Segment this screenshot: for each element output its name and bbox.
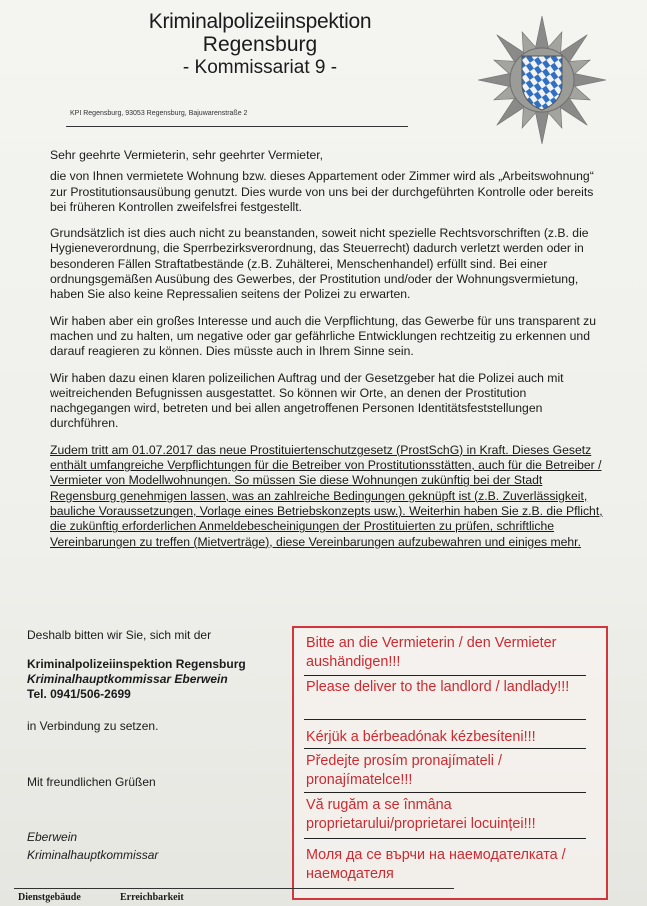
notice-divider: [304, 792, 586, 793]
department: - Kommissariat 9 -: [182, 57, 338, 78]
paragraph-4: Wir haben dazu einen klaren polizeilichen Auftrag und der Gesetzgeber hat die Polizei auch mit weitreichenden Befugnissen ausgestattet. So können wir Orte, an denen der Prostitution nachgegangen wird, betreten und bei allen angetroffenen Personen Identitätsfeststellungen durchführen.: [50, 370, 564, 431]
notice-divider: [304, 748, 586, 749]
paragraph-3: Wir haben aber ein großes Interesse und auch die Verpflichtung, das Gewerbe für uns transparent zu machen und zu halten, um negative oder gar gefährliche Entwicklungen rechtzeitig zu erkennen und darauf reagieren zu können. Dies müsste auch in Ihrem Sinne sein.: [50, 313, 597, 359]
letterhead: [110, 10, 410, 80]
police-star-emblem-icon: [476, 14, 608, 146]
closing-greeting: Mit freundlichen Grüßen: [27, 775, 156, 789]
notice-german: Bitte an die Vermieterin / den Vermieter aushändigen!!!: [306, 635, 557, 670]
footer-divider: [14, 888, 454, 889]
agency-name: Kriminalpolizeiinspektion: [148, 10, 372, 33]
contact-intro: Deshalb bitten wir Sie, sich mit der: [27, 628, 212, 642]
footer-building-label: Dienstgebäude: [18, 892, 81, 903]
notice-divider: [304, 838, 586, 839]
letter-body: [50, 148, 605, 561]
paragraph-5-underlined: Zudem tritt am 01.07.2017 das neue Prostituiertenschutzgesetz (ProstSchG) in Kraft. Dieses Gesetz enthält umfangreiche Verpflichtungen für die Betreiber von Prostitutionsstätten, auch für die Betreiber / Vermieter von Modellwohnungen. So müssen Sie diese Wohnungen zukünftig bei der Stadt Regensburg genehmigen lassen, was an zahlreiche Bedingungen geknüpft ist (z.B. Zuverlässigkeit, bauliche Voraussetzungen, Vorlage eines Betriebskonzepts usw.). Weiterhin haben Sie z.B. die Pflicht, die zukünftig erforderlichen Anmeldebescheinigungen der Prostituierten zu prüfen, schriftliche Vereinbarungen zu treffen (Mietverträge), diese Vereinbarungen aufzubewahren und einiges mehr.: [50, 442, 603, 549]
notice-hungarian: Kérjük a bérbeadónak kézbesíteni!!!: [306, 729, 536, 745]
agency-city: Regensburg: [202, 33, 318, 56]
paragraph-1: die von Ihnen vermietete Wohnung bzw. dieses Appartement oder Zimmer wird als „Arbeitswohnung“ zur Prostitutionsausübung genutzt. Dies wurde von uns bei der durchgeführten Kontrolle oder bereits bei früheren Kontrollen zweifelsfrei festgestellt.: [50, 169, 594, 214]
notice-english: Please deliver to the landlord / landlady!!!: [306, 679, 570, 695]
multilingual-notice-box: [292, 626, 608, 900]
paragraph-2: Grundsätzlich ist dies auch nicht zu beanstanden, soweit nicht spezielle Rechtsvorschriften (z.B. die Hygieneverordnung, die Sperrbezirksverordnung, das Steuerrecht) dadurch verletzt werden oder in besonderen Fällen Straftatbestände (z.B. Zuhälterei, Menschenhandel) erfüllt sind. Bei einer ordnungsgemäßen Ausübung des Gewerbes, der Prostitution und/oder der Wohnungsvermietung, haben Sie also keine Repressalien seitens der Polizei zu erwarten.: [50, 226, 589, 302]
notice-czech: Předejte prosím pronajímateli / pronajímatelce!!!: [306, 753, 502, 788]
signature-title: Kriminalhauptkommissar: [27, 848, 159, 862]
contact-organization: Kriminalpolizeiinspektion Regensburg: [27, 657, 246, 671]
contact-officer: Kriminalhauptkommissar Eberwein: [27, 672, 228, 686]
return-address: KPI Regensburg, 93053 Regensburg, Bajuwarenstraße 2: [70, 110, 248, 117]
contact-phone: Tel. 0941/506-2699: [27, 687, 131, 701]
salutation: Sehr geehrte Vermieterin, sehr geehrter Vermieter,: [50, 148, 324, 162]
notice-divider: [304, 675, 586, 676]
signature-name: Eberwein: [27, 830, 78, 844]
address-divider: [66, 126, 408, 127]
notice-romanian: Vă rugăm a se înmâna proprietarului/proprietarei locuinței!!!: [306, 797, 536, 832]
footer-reachability-label: Erreichbarkeit: [120, 892, 184, 903]
contact-connect: in Verbindung zu setzen.: [27, 719, 159, 733]
notice-bulgarian: Моля да се върчи на наемодателката / наемодателя: [306, 847, 566, 882]
notice-divider: [304, 719, 586, 720]
